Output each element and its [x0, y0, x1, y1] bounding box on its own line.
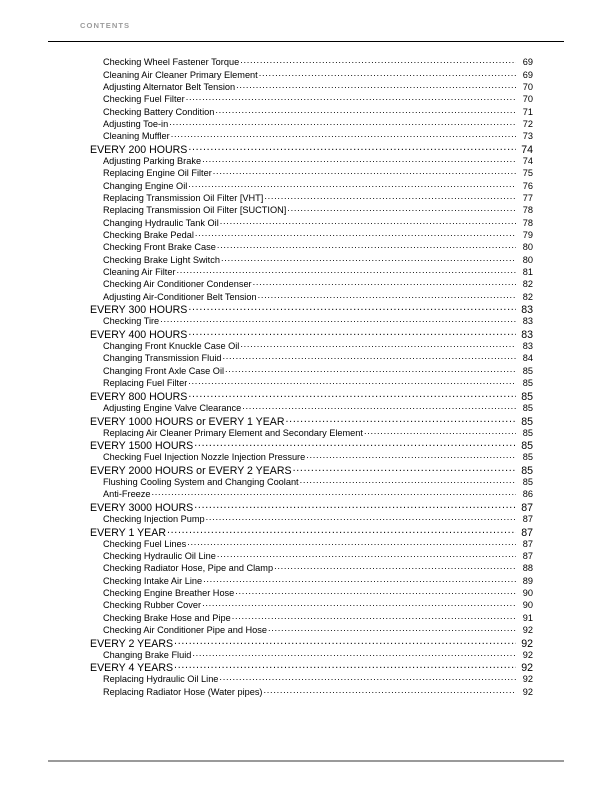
toc-entry-page-number: 90 [522, 600, 533, 611]
toc-leader-dots [221, 254, 516, 263]
toc-entry[interactable] [0, 574, 612, 586]
toc-entry-page-number: 90 [522, 587, 533, 598]
toc-entry[interactable] [0, 93, 612, 105]
toc-entry-title: Checking Rubber Cover [103, 600, 202, 611]
toc-leader-dots [160, 315, 516, 324]
toc-leader-dots [240, 56, 516, 65]
toc-entry-title: EVERY 400 HOURS [90, 329, 188, 340]
toc-leader-dots [203, 574, 516, 583]
toc-entry-title: Replacing Engine Oil Filter [103, 168, 212, 179]
toc-entry-title: Checking Wheel Fastener Torque [103, 57, 240, 68]
toc-leader-dots [235, 587, 516, 596]
toc-leader-dots [232, 611, 516, 620]
toc-entry[interactable] [0, 624, 612, 636]
toc-entry-page-number: 82 [522, 279, 533, 290]
toc-entry-title: Checking Brake Pedal [103, 230, 194, 240]
toc-entry-page-number: 85 [522, 476, 533, 487]
toc-entry-page-number: 87 [521, 501, 533, 513]
toc-entry-title: Replacing Transmission Oil Filter [VHT] [103, 192, 264, 203]
toc-entry-page-number: 85 [522, 427, 533, 438]
toc-entry[interactable] [0, 254, 612, 266]
toc-entry-page-number: 80 [522, 242, 533, 253]
toc-entry[interactable] [0, 229, 612, 241]
toc-entry-title: EVERY 300 HOURS [90, 304, 188, 316]
toc-entry[interactable] [0, 587, 612, 599]
toc-entry-title: EVERY 2 YEARS [90, 637, 174, 649]
toc-entry[interactable] [0, 56, 612, 68]
toc-entry-title: Adjusting Air-Conditioner Belt Tension [103, 291, 257, 302]
toc-entry-page-number: 87 [521, 526, 533, 538]
toc-leader-dots [194, 500, 516, 511]
toc-entry-page-number: 79 [522, 230, 533, 240]
toc-leader-dots [152, 488, 517, 497]
toc-entry-page-number: 85 [522, 365, 533, 376]
toc-entry-page-number: 81 [522, 267, 533, 278]
toc-leader-dots [195, 229, 516, 238]
toc-entry-title: Checking Intake Air Line [103, 575, 203, 586]
toc-entry-page-number: 83 [521, 329, 533, 340]
toc-entry-title: Changing Front Knuckle Case Oil [103, 341, 240, 352]
toc-entry[interactable] [0, 328, 612, 340]
toc-entry-title: Adjusting Toe-in [103, 118, 169, 129]
toc-entry-title: Checking Hydraulic Oil Line [103, 550, 216, 561]
toc-entry-page-number: 91 [522, 612, 533, 623]
toc-entry-page-number: 80 [522, 254, 533, 265]
header-divider [48, 41, 564, 42]
toc-entry-page-number: 78 [522, 217, 533, 228]
toc-entry[interactable] [0, 291, 612, 303]
toc-entry-title: EVERY 1000 HOURS or EVERY 1 YEAR [90, 415, 285, 427]
toc-entry[interactable] [0, 525, 612, 537]
toc-entry-title: EVERY 1500 HOURS [90, 440, 194, 451]
toc-leader-dots [287, 204, 516, 213]
toc-entry-page-number: 87 [522, 538, 533, 549]
toc-entry[interactable] [0, 402, 612, 414]
toc-entry[interactable] [0, 661, 612, 673]
toc-entry-page-number: 92 [522, 625, 533, 635]
toc-entry-page-number: 92 [521, 662, 533, 674]
toc-leader-dots [306, 451, 516, 460]
toc-leader-dots [364, 426, 516, 435]
toc-entry-title: Checking Battery Condition [103, 106, 215, 117]
toc-entry-title: Replacing Air Cleaner Primary Element and Secondary Element [103, 427, 363, 438]
toc-entry-title: Changing Front Axle Case Oil [103, 365, 225, 376]
table-of-contents [0, 56, 612, 698]
toc-leader-dots [206, 513, 516, 522]
toc-entry[interactable] [0, 118, 612, 130]
toc-entry-title: Checking Injection Pump [103, 513, 205, 524]
toc-entry-page-number: 87 [522, 513, 533, 524]
toc-entry[interactable] [0, 513, 612, 525]
toc-leader-dots [286, 414, 516, 425]
toc-entry-title: Replacing Radiator Hose (Water pipes) [103, 686, 263, 697]
toc-entry-page-number: 85 [522, 452, 533, 463]
toc-leader-dots [177, 266, 516, 275]
toc-entry-title: Checking Fuel Injection Nozzle Injection Pressure [103, 452, 306, 463]
toc-entry-page-number: 86 [522, 489, 533, 500]
toc-entry[interactable] [0, 303, 612, 315]
toc-entry[interactable] [0, 451, 612, 463]
toc-entry[interactable] [0, 463, 612, 475]
toc-entry[interactable] [0, 241, 612, 253]
toc-entry-title: Replacing Fuel Filter [103, 378, 188, 389]
toc-entry-title: Cleaning Muffler [103, 131, 170, 142]
toc-entry-title: Checking Air Conditioner Condenser [103, 279, 252, 290]
toc-entry-title: Anti-Freeze [103, 489, 151, 500]
toc-entry-title: Flushing Cooling System and Changing Coolant [103, 476, 299, 487]
toc-entry[interactable] [0, 105, 612, 117]
toc-entry[interactable] [0, 649, 612, 661]
toc-leader-dots [192, 649, 516, 658]
toc-entry-page-number: 92 [521, 637, 533, 649]
toc-leader-dots [220, 216, 516, 225]
toc-entry[interactable] [0, 673, 612, 685]
toc-entry[interactable] [0, 179, 612, 191]
toc-leader-dots [213, 167, 516, 176]
toc-entry-page-number: 69 [522, 69, 533, 80]
toc-leader-dots [217, 550, 516, 559]
toc-entry[interactable] [0, 686, 612, 698]
toc-leader-dots [293, 463, 516, 474]
toc-entry-page-number: 92 [522, 686, 533, 697]
toc-entry-page-number: 85 [522, 402, 533, 413]
toc-entry-title: Adjusting Parking Brake [103, 155, 202, 166]
toc-leader-dots [264, 686, 517, 695]
toc-entry-page-number: 85 [521, 415, 533, 427]
toc-entry-page-number: 92 [522, 649, 533, 660]
toc-leader-dots [240, 340, 516, 349]
toc-entry-page-number: 87 [522, 550, 533, 561]
toc-entry[interactable] [0, 599, 612, 611]
toc-entry-page-number: 85 [521, 390, 533, 402]
toc-entry-page-number: 76 [522, 180, 533, 191]
toc-entry[interactable] [0, 216, 612, 228]
toc-entry-page-number: 74 [522, 155, 533, 166]
toc-entry-title: Checking Tire [103, 316, 160, 327]
toc-entry[interactable] [0, 389, 612, 401]
toc-entry[interactable] [0, 636, 612, 648]
toc-leader-dots [188, 142, 516, 153]
toc-entry[interactable] [0, 204, 612, 216]
toc-leader-dots [222, 352, 516, 361]
toc-entry-title: Checking Brake Light Switch [103, 254, 220, 265]
toc-entry-title: Replacing Hydraulic Oil Line [103, 674, 219, 685]
toc-leader-dots [188, 389, 516, 400]
toc-entry[interactable] [0, 81, 612, 93]
toc-entry-title: Changing Hydraulic Tank Oil [103, 217, 219, 228]
toc-entry-page-number: 78 [522, 205, 533, 216]
toc-leader-dots [188, 303, 516, 314]
toc-entry[interactable] [0, 562, 612, 574]
toc-entry-page-number: 83 [521, 304, 533, 316]
toc-entry[interactable] [0, 377, 612, 389]
toc-entry-title: Checking Engine Breather Hose [103, 587, 235, 598]
toc-entry[interactable] [0, 476, 612, 488]
toc-entry[interactable] [0, 414, 612, 426]
toc-leader-dots [264, 192, 516, 201]
toc-leader-dots [225, 365, 516, 374]
toc-leader-dots [188, 377, 516, 386]
toc-leader-dots [253, 278, 516, 287]
toc-entry-page-number: 72 [522, 118, 533, 129]
toc-entry-page-number: 69 [522, 57, 533, 68]
toc-entry[interactable] [0, 155, 612, 167]
toc-entry[interactable] [0, 130, 612, 142]
toc-entry[interactable] [0, 278, 612, 290]
toc-entry[interactable] [0, 340, 612, 352]
toc-entry-page-number: 85 [521, 464, 533, 476]
toc-leader-dots [242, 402, 516, 411]
toc-entry-page-number: 83 [522, 341, 533, 352]
footer-divider [48, 760, 564, 762]
toc-leader-dots [274, 562, 516, 571]
toc-entry[interactable] [0, 315, 612, 327]
toc-entry-title: EVERY 1 YEAR [90, 526, 166, 538]
toc-entry[interactable] [0, 611, 612, 623]
toc-entry-title: Checking Fuel Lines [103, 538, 187, 549]
toc-leader-dots [186, 93, 516, 102]
toc-entry-page-number: 85 [521, 440, 533, 451]
toc-entry[interactable] [0, 167, 612, 179]
toc-leader-dots [171, 130, 516, 139]
toc-entry-page-number: 85 [522, 378, 533, 389]
toc-entry-page-number: 84 [522, 353, 533, 364]
toc-entry-title: Replacing Transmission Oil Filter [SUCTION] [103, 205, 287, 216]
toc-entry-title: Checking Front Brake Case [103, 242, 216, 253]
toc-leader-dots [268, 624, 516, 633]
toc-entry-title: Cleaning Air Cleaner Primary Element [103, 69, 258, 80]
toc-entry[interactable] [0, 365, 612, 377]
toc-leader-dots [202, 599, 516, 608]
toc-entry[interactable] [0, 426, 612, 438]
toc-entry[interactable] [0, 68, 612, 80]
toc-entry-title: EVERY 3000 HOURS [90, 501, 194, 513]
toc-entry-title: Checking Air Conditioner Pipe and Hose [103, 625, 267, 635]
toc-leader-dots [188, 179, 516, 188]
toc-entry-page-number: 77 [522, 192, 533, 203]
toc-entry[interactable] [0, 142, 612, 154]
toc-entry-title: Changing Brake Fluid [103, 649, 192, 660]
toc-entry[interactable] [0, 192, 612, 204]
toc-entry[interactable] [0, 500, 612, 512]
toc-entry[interactable] [0, 439, 612, 451]
toc-leader-dots [217, 241, 516, 250]
toc-entry-page-number: 82 [522, 291, 533, 302]
toc-leader-dots [174, 661, 516, 672]
toc-entry[interactable] [0, 537, 612, 549]
toc-entry-page-number: 71 [522, 106, 533, 117]
toc-entry-page-number: 74 [521, 144, 533, 155]
toc-entry-page-number: 70 [522, 81, 533, 92]
toc-entry[interactable] [0, 488, 612, 500]
toc-leader-dots [187, 537, 516, 546]
toc-leader-dots [259, 68, 516, 77]
toc-entry-title: EVERY 4 YEARS [90, 662, 174, 674]
toc-entry-page-number: 83 [522, 316, 533, 327]
toc-entry-title: Checking Radiator Hose, Pipe and Clamp [103, 563, 274, 574]
toc-entry-title: Checking Fuel Filter [103, 94, 185, 105]
toc-leader-dots [188, 328, 516, 339]
toc-entry[interactable] [0, 266, 612, 278]
toc-entry-title: Adjusting Alternator Belt Tension [103, 81, 236, 92]
toc-entry-page-number: 89 [522, 575, 533, 586]
toc-leader-dots [194, 439, 516, 450]
toc-entry-title: EVERY 2000 HOURS or EVERY 2 YEARS [90, 464, 292, 476]
toc-leader-dots [215, 105, 516, 114]
toc-leader-dots [174, 636, 516, 647]
toc-entry-page-number: 73 [522, 131, 533, 142]
toc-leader-dots [236, 81, 516, 90]
toc-entry[interactable] [0, 352, 612, 364]
toc-leader-dots [202, 155, 516, 164]
toc-leader-dots [258, 291, 516, 300]
toc-entry[interactable] [0, 550, 612, 562]
toc-entry-title: Changing Engine Oil [103, 180, 188, 191]
toc-entry-page-number: 88 [522, 563, 533, 574]
toc-entry-title: EVERY 800 HOURS [90, 390, 188, 402]
toc-leader-dots [219, 673, 516, 682]
toc-entry-title: Changing Transmission Fluid [103, 353, 222, 364]
toc-entry-title: Checking Brake Hose and Pipe [103, 612, 231, 623]
toc-entry-title: Adjusting Engine Valve Clearance [103, 402, 242, 413]
header-label: CONTENTS [80, 21, 131, 30]
toc-leader-dots [300, 476, 516, 485]
toc-entry-page-number: 70 [522, 94, 533, 105]
toc-leader-dots [167, 525, 516, 536]
toc-leader-dots [169, 118, 516, 127]
toc-entry-page-number: 92 [522, 674, 533, 685]
toc-entry-page-number: 75 [522, 168, 533, 179]
toc-entry-title: EVERY 200 HOURS [90, 144, 188, 155]
toc-entry-title: Cleaning Air Filter [103, 267, 176, 278]
